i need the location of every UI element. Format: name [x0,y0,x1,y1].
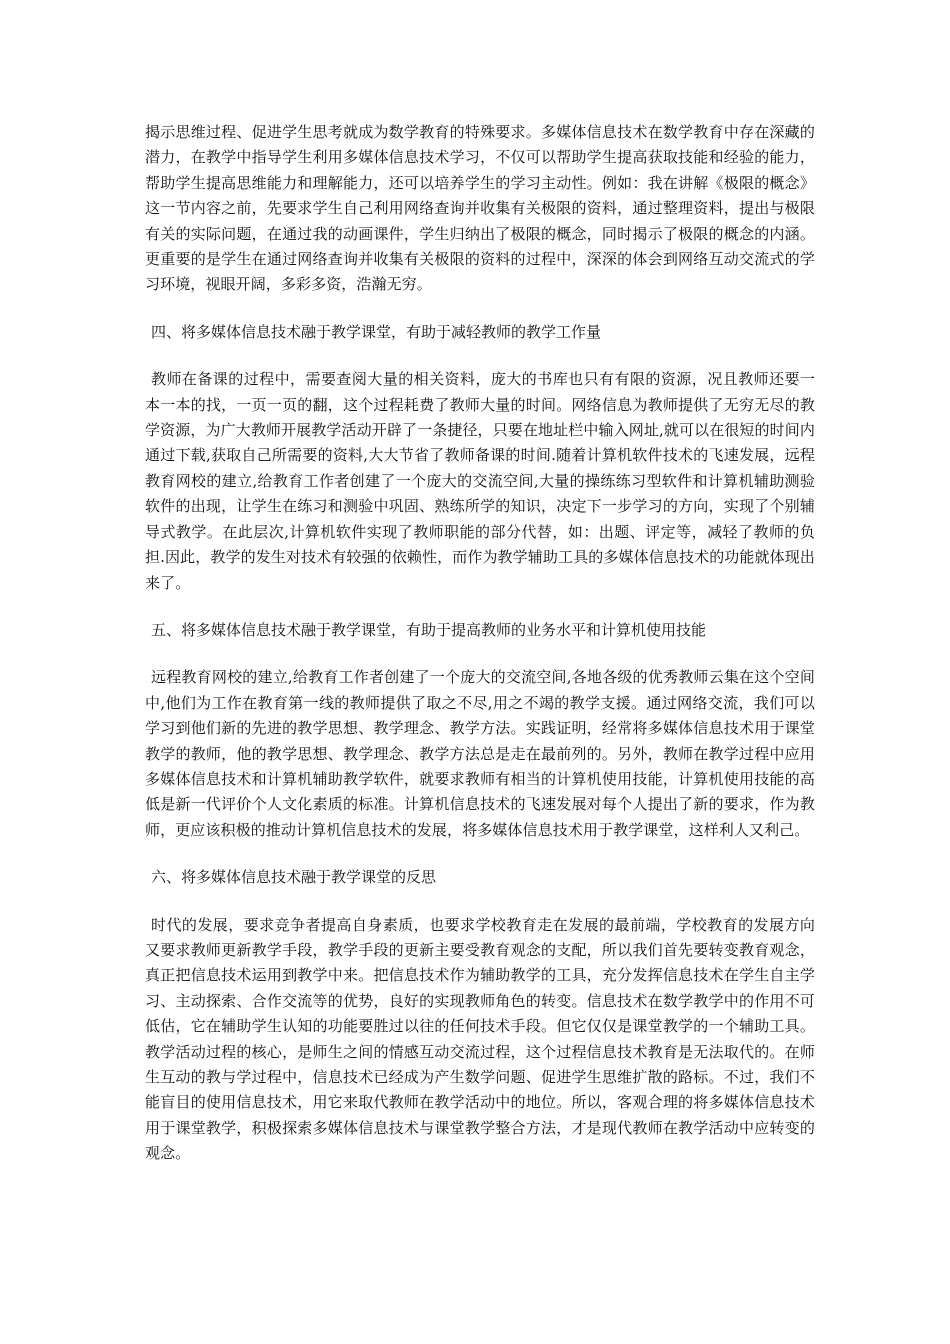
spacer [145,345,815,367]
paragraph-section-6: 时代的发展，要求竞争者提高自身素质，也要求学校教育走在发展的最前端，学校教育的发展方向又要求教师更新教学手段，教学手段的更新主要受教育观念的支配，所以我们首先要转变教育观念，真正把信息技术运用到教学中来。把信息技术作为辅助教学的工具，充分发挥信息技术在学生自主学习、主动探索、合作交流等的优势，良好的实现教师角色的转变。信息技术在数学教学中的作用不可低估，它在辅助学生认知的功能要胜过以往的任何技术手段。但它仅仅是课堂教学的一个辅助工具。教学活动过程的核心，是师生之间的情感互动交流过程，这个过程信息技术教育是无法取代的。在师生互动的教与学过程中，信息技术已经成为产生数学问题、促进学生思维扩散的路标。不过，我们不能盲目的使用信息技术，用它来取代教师在教学活动中的地位。所以，客观合理的将多媒体信息技术用于课堂教学，积极探索多媒体信息技术与课堂教学整合方法，才是现代教师在教学活动中应转变的观念。 [145,915,815,1163]
paragraph-section-4: 教师在备课的过程中，需要查阅大量的相关资料，庞大的书库也只有有限的资源，况且教师还要一本一本的找，一页一页的翻，这个过程耗费了教师大量的时间。网络信息为教师提供了无穷无尽的教学资源，为广大教师开展教学活动开辟了一条捷径，只要在地址栏中输入网址,就可以在很短的时间内通过下载,获取自己所需要的资料,大大节省了教师备课的时间.随着计算机软件技术的飞速发展，远程教育网校的建立,给教育工作者创建了一个庞大的交流空间,大量的操练练习型软件和计算机辅助测验软件的出现，让学生在练习和测验中巩固、熟练所学的知识，决定下一步学习的方向，实现了个别辅导式教学。在此层次,计算机软件实现了教师职能的部分代替，如：出题、评定等，减轻了教师的负担.因此，教学的发生对技术有较强的依赖性，而作为教学辅助工具的多媒体信息技术的功能就体现出来了。 [145,370,815,592]
spacer [145,843,815,865]
section-heading-5: 五、将多媒体信息技术融于教学课堂，有助于提高教师的业务水平和计算机使用技能 [151,620,707,639]
spacer [145,891,815,913]
document-page [145,120,815,1167]
spacer [145,298,815,320]
spacer [145,596,815,618]
paragraph-intro: 揭示思维过程、促进学生思考就成为数学教育的特殊要求。多媒体信息技术在数学教育中存在深藏的潜力，在教学中指导学生利用多媒体信息技术学习，不仅可以帮助学生提高获取技能和经验的能力，帮助学生提高思维能力和理解能力，还可以培养学生的学习主动性。例如：我在讲解《极限的概念》这一节内容之前，先要求学生自己利用网络查询并收集有关极限的资料，通过整理资料，提出与极限有关的实际问题，在通过我的动画课件，学生归纳出了极限的概念，同时揭示了极限的概念的内涵。更重要的是学生在通过网络查询并收集有关极限的资料的过程中，深深的体会到网络互动交流式的学习环境，视眼开阔，多彩多资，浩瀚无穷。 [145,123,815,294]
spacer [145,643,815,665]
paragraph-section-5: 远程教育网校的建立,给教育工作者创建了一个庞大的交流空间,各地各级的优秀教师云集在这个空间中,他们为工作在教育第一线的教师提供了取之不尽,用之不竭的教学支援。通过网络交流，我们可以学习到他们新的先进的教学思想、教学理念、教学方法。实践证明，经常将多媒体信息技术用于课堂教学的教师，他的教学思想、教学理念、教学方法总是走在最前列的。另外，教师在教学过程中应用多媒体信息技术和计算机辅助教学软件，就要求教师有相当的计算机使用技能，计算机使用技能的高低是新一代评价个人文化素质的标准。计算机信息技术的飞速发展对每个人提出了新的要求，作为教师，更应该积极的推动计算机信息技术的发展，将多媒体信息技术用于教学课堂，这样利人又利己。 [145,668,815,839]
section-heading-4: 四、将多媒体信息技术融于教学课堂，有助于减轻教师的教学工作量 [151,322,602,341]
section-heading-6: 六、将多媒体信息技术融于教学课堂的反思 [151,868,437,887]
